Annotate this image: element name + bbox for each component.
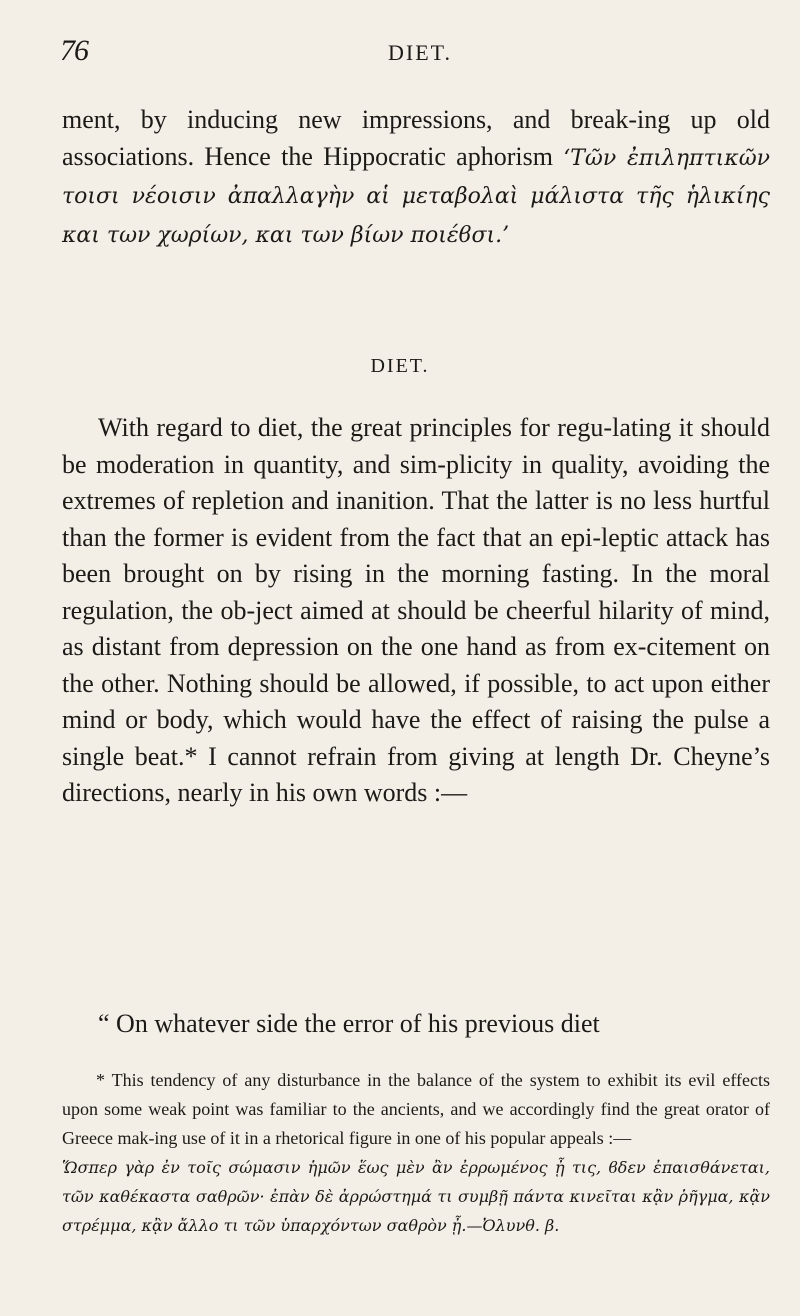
- footnote-text: * This tendency of any disturbance in the balance of the system to exhibit its evil effects upon some weak point was familiar to the ancients, and we accordingly find the great orator of Greece mak-ing use of it in a rhetorical figure in one of his popular appeals :—: [62, 1070, 770, 1148]
- footnote-greek-quote: Ὥσπερ γὰρ ἐν τοῖς σώμασιν ἡμῶν ἕως μὲν ἂν ἐρρωμένος ᾖ τις, ϐδεν ἐπαισθάνεται, τῶν καθέκαστα σαθρῶν· ἐπὰν δὲ ἀρρώστημά τι συμβῇ πάντα κινεῖται κᾂν ῥῆγμα, κᾂν στρέμμα, κᾂν ἄλλο τι τῶν ὑπαρχόντων σαθρὸν ᾖ.—Ὀλυνθ. β.: [62, 1158, 770, 1235]
- paragraph-aphorism: [62, 102, 770, 254]
- paragraph-diet: With regard to diet, the great principles for regu-lating it should be moderation in quantity, and sim-plicity in quality, avoiding the extremes of repletion and inanition. That the latter is no less hurtful than the former is evident from the fact that an epi-leptic attack has been brought on by rising in the morning fasting. In the moral regulation, the ob-ject aimed at should be cheerful hilarity of mind, as distant from depression on the one hand as from ex-citement on the other. Nothing should be allowed, if possible, to act upon either mind or body, which would have the effect of raising the pulse a single beat.* I cannot refrain from giving at length Dr. Cheyne’s directions, nearly in his own words :—: [62, 413, 770, 807]
- page-header: [60, 34, 780, 74]
- greek-aphorism-quote: ‘Τῶν ἐπιληπτικῶν τοισι νέοισιν ἀπαλλαγὴν αἱ μεταβολαὶ μάλιστα τῆς ἡλικίης και των χωρίων, και των βίων ποιέϐσι.’: [62, 145, 771, 248]
- paragraph-aphorism-text: ment, by inducing new impressions, and break-ing up old associations. Hence the Hippocratic aphorism: [62, 105, 770, 171]
- section-heading: DIET.: [370, 355, 430, 377]
- footnote: [62, 1066, 770, 1240]
- page-number: 76: [60, 34, 88, 67]
- running-head: DIET.: [388, 40, 452, 65]
- cheyne-quote-line: “ On whatever side the error of his previous diet: [98, 1009, 600, 1038]
